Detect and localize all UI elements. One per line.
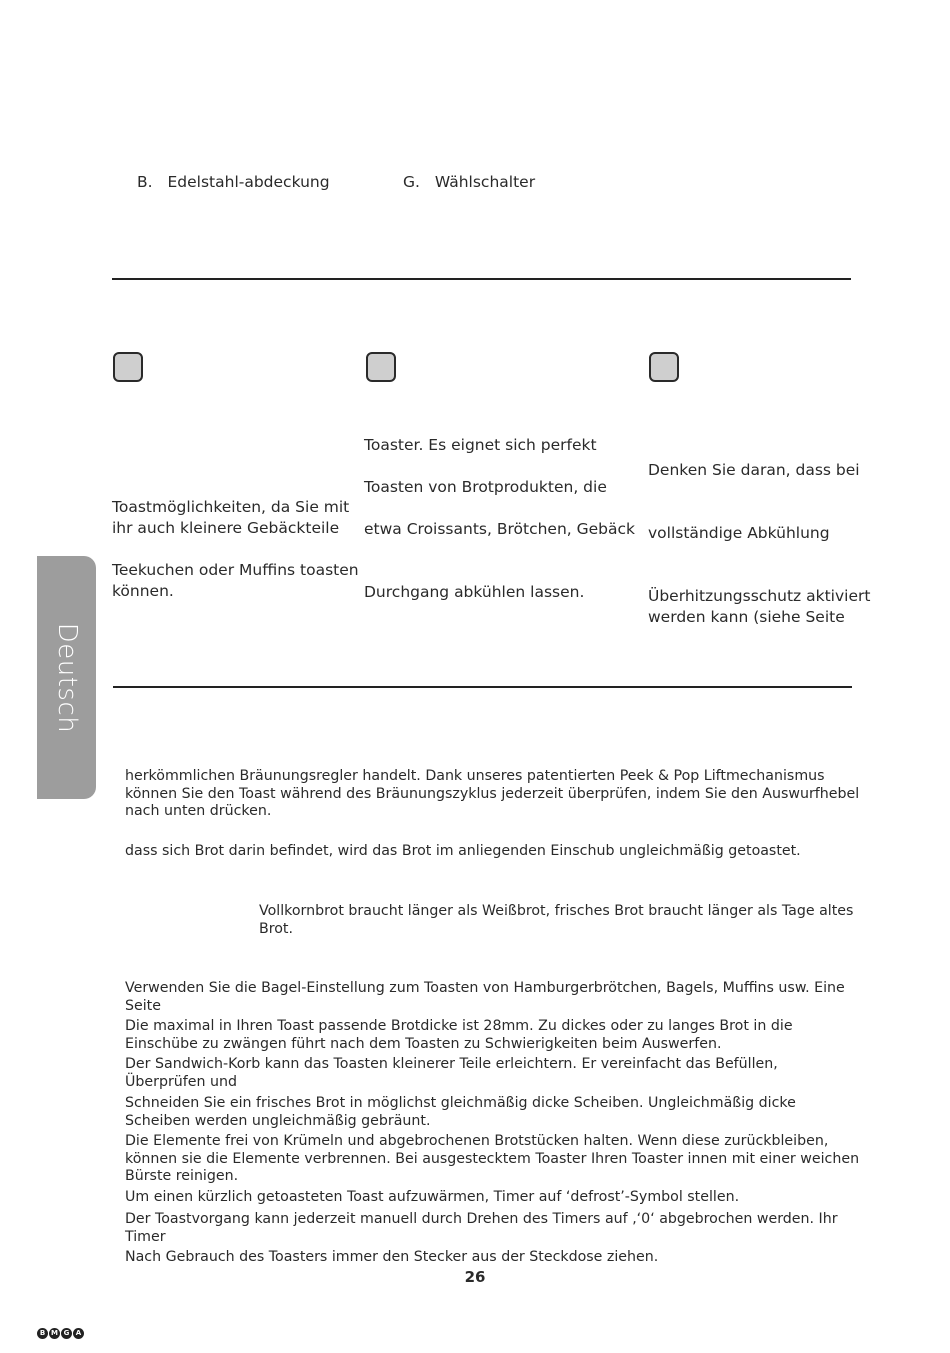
part-g-letter: G.	[403, 173, 420, 191]
column-2-line: Toaster. Es eignet sich perfekt	[364, 436, 597, 454]
column-2	[364, 435, 635, 603]
logo-letter: B	[37, 1328, 48, 1339]
column-1-line: können.	[112, 582, 174, 600]
paragraph: Die maximal in Ihren Toast passende Brotdicke ist 28mm. Zu dickes oder zu langes Brot in die Einschübe zu zwängen führt nach dem Toasten zu Schwierigkeiten beim Auswerfen.	[125, 1018, 793, 1052]
part-g-label: Wählschalter	[434, 173, 536, 191]
paragraph: Die Elemente frei von Krümeln und abgebrochenen Brotstücken halten. Wenn diese zurückbleiben, können sie die Elemente verbrennen. Bei ausgestecktem Toaster Ihren Toaster innen mit einer weichen Bürste reinigen.	[125, 1133, 860, 1184]
paragraph: herkömmlichen Bräunungsregler handelt. Dank unseres patentierten Peek & Pop Liftmechanismus können Sie den Toast während des Bräunungszyklus jederzeit überprüfen, indem Sie den Auswurfhebel nach unten drücken.	[125, 768, 860, 819]
logo-letter: M	[49, 1328, 60, 1339]
page-number: 26	[464, 1268, 486, 1286]
part-b	[137, 173, 330, 191]
step-box-3	[649, 352, 679, 382]
column-2-line: etwa Croissants, Brötchen, Gebäck	[364, 520, 636, 538]
divider-top	[112, 278, 851, 280]
language-tab	[37, 556, 96, 799]
paragraph: Der Toastvorgang kann jederzeit manuell durch Drehen des Timers auf ‚‘0‘ abgebrochen werden. Ihr Timer	[125, 1211, 838, 1245]
step-box-2	[366, 352, 396, 382]
column-3-line: vollständige Abkühlung	[648, 524, 830, 542]
column-3	[648, 460, 870, 628]
paragraph: Vollkornbrot braucht länger als Weißbrot, frisches Brot braucht länger als Tage altes Brot.	[259, 903, 854, 937]
column-3-line: werden kann (siehe Seite	[648, 608, 845, 626]
column-3-line: Überhitzungsschutz aktiviert	[648, 587, 871, 605]
paragraph: Um einen kürzlich getoasteten Toast aufzuwärmen, Timer auf ‘defrost’-Symbol stellen.	[125, 1189, 740, 1205]
part-b-letter: B.	[137, 173, 153, 191]
column-2-line: Durchgang abkühlen lassen.	[364, 583, 585, 601]
part-g	[403, 173, 535, 191]
paragraph: Der Sandwich-Korb kann das Toasten kleinerer Teile erleichtern. Er vereinfacht das Befüllen, Überprüfen und	[125, 1056, 778, 1090]
language-tab-label: Deutsch	[51, 622, 82, 733]
column-1-line: Teekuchen oder Muffins toasten	[112, 561, 359, 579]
divider-middle	[113, 686, 852, 688]
logo-letter: A	[73, 1328, 84, 1339]
column-1-line: Toastmöglichkeiten, da Sie mit	[112, 498, 350, 516]
column-2-line: Toasten von Brotprodukten, die	[364, 478, 607, 496]
step-box-1	[113, 352, 143, 382]
part-b-label: Edelstahl-abdeckung	[167, 173, 330, 191]
paragraph: dass sich Brot darin befindet, wird das Brot im anliegenden Einschub ungleichmäßig getoastet.	[125, 843, 801, 859]
logo-letter: G	[61, 1328, 72, 1339]
column-3-line: Denken Sie daran, dass bei	[648, 461, 860, 479]
paragraph: Schneiden Sie ein frisches Brot in möglichst gleichmäßig dicke Scheiben. Ungleichmäßig dicke Scheiben werden ungleichmäßig gebräunt.	[125, 1095, 796, 1129]
paragraph: Nach Gebrauch des Toasters immer den Stecker aus der Steckdose ziehen.	[125, 1249, 659, 1265]
column-1-line: ihr auch kleinere Gebäckteile	[112, 519, 340, 537]
paragraph: Verwenden Sie die Bagel-Einstellung zum Toasten von Hamburgerbrötchen, Bagels, Muffins usw. Eine Seite	[125, 980, 845, 1014]
column-1	[112, 497, 359, 602]
bmga-logo	[37, 1328, 84, 1339]
